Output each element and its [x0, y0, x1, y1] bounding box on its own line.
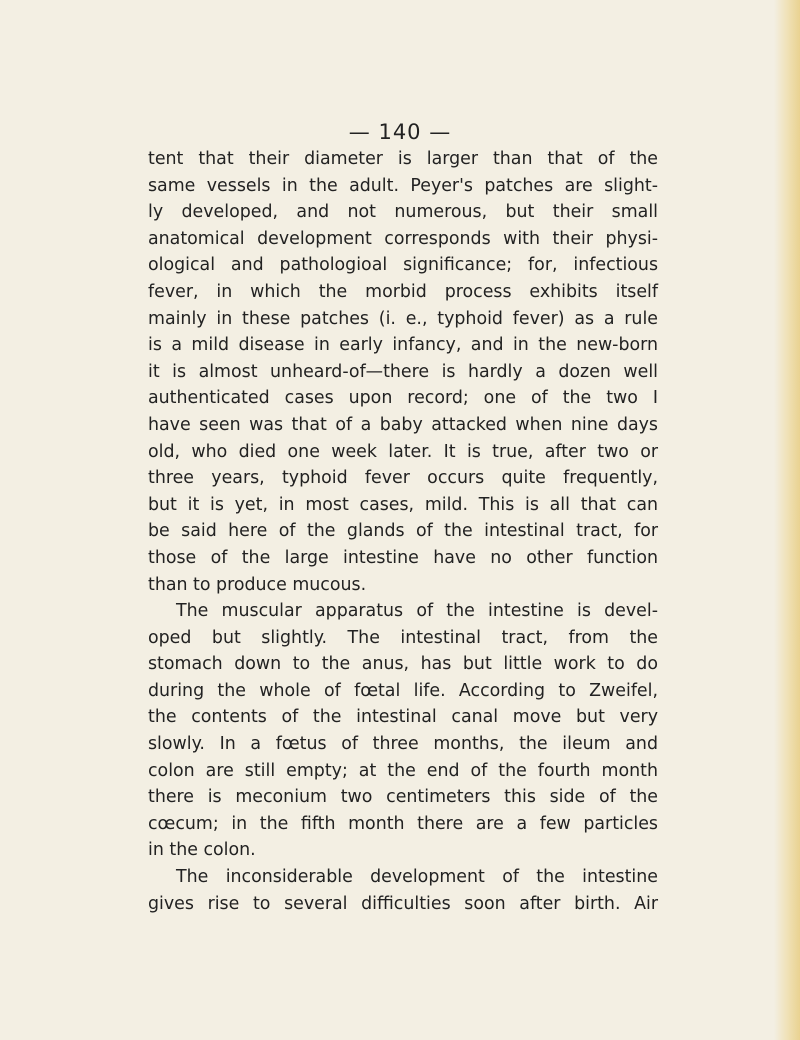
text-line: three years, typhoid fever occurs quite frequently,	[148, 468, 658, 489]
text-line: gives rise to several difficulties soon after birth. Air	[148, 893, 658, 914]
page-edge-shadow	[774, 0, 800, 1040]
text-line: oped but slightly. The intestinal tract, from the	[148, 627, 658, 648]
text-line: those of the large intestine have no other function	[148, 547, 658, 568]
text-line: have seen was that of a baby attacked when nine days	[148, 414, 658, 435]
text-line: is a mild disease in early infancy, and in the new-born	[148, 335, 658, 356]
body-text	[148, 146, 658, 917]
text-line: cœcum; in the fifth month there are a few particles	[148, 813, 658, 834]
text-line: mainly in these patches (i. e., typhoid fever) as a rule	[148, 308, 658, 329]
text-line: fever, in which the morbid process exhibits itself	[148, 281, 658, 302]
text-line: tent that their diameter is larger than that of the	[148, 149, 658, 169]
text-line: but it is yet, in most cases, mild. This is all that can	[148, 494, 658, 515]
text-line: than to produce mucous.	[148, 574, 367, 595]
text-line: it is almost unheard-of—there is hardly a dozen well	[148, 361, 658, 382]
text-line: same vessels in the adult. Peyer's patches are slight-	[148, 175, 658, 196]
text-line: old, who died one week later. It is true, after two or	[148, 441, 658, 462]
text-line: there is meconium two centimeters this side of the	[148, 787, 658, 808]
text-line: during the whole of fœtal life. According to Zweifel,	[148, 680, 658, 701]
text-line: authenticated cases upon record; one of the two I	[148, 388, 658, 409]
text-line: stomach down to the anus, has but little work to do	[148, 654, 658, 675]
page-number: — 140 —	[348, 120, 452, 144]
text-line: ly developed, and not numerous, but their small	[148, 202, 658, 223]
text-line: The muscular apparatus of the intestine is devel-	[176, 601, 658, 622]
text-line: anatomical development corresponds with their physi-	[148, 228, 658, 249]
text-line: in the colon.	[148, 840, 256, 861]
text-line: The inconsiderable development of the intestine	[176, 867, 658, 888]
text-line: colon are still empty; at the end of the fourth month	[148, 760, 658, 781]
text-line: the contents of the intestinal canal move but very	[148, 707, 658, 728]
text-line: be said here of the glands of the intestinal tract, for	[148, 521, 658, 542]
text-line: slowly. In a fœtus of three months, the ileum and	[148, 734, 658, 755]
text-line: ological and pathologioal significance; for, infectious	[148, 255, 658, 276]
